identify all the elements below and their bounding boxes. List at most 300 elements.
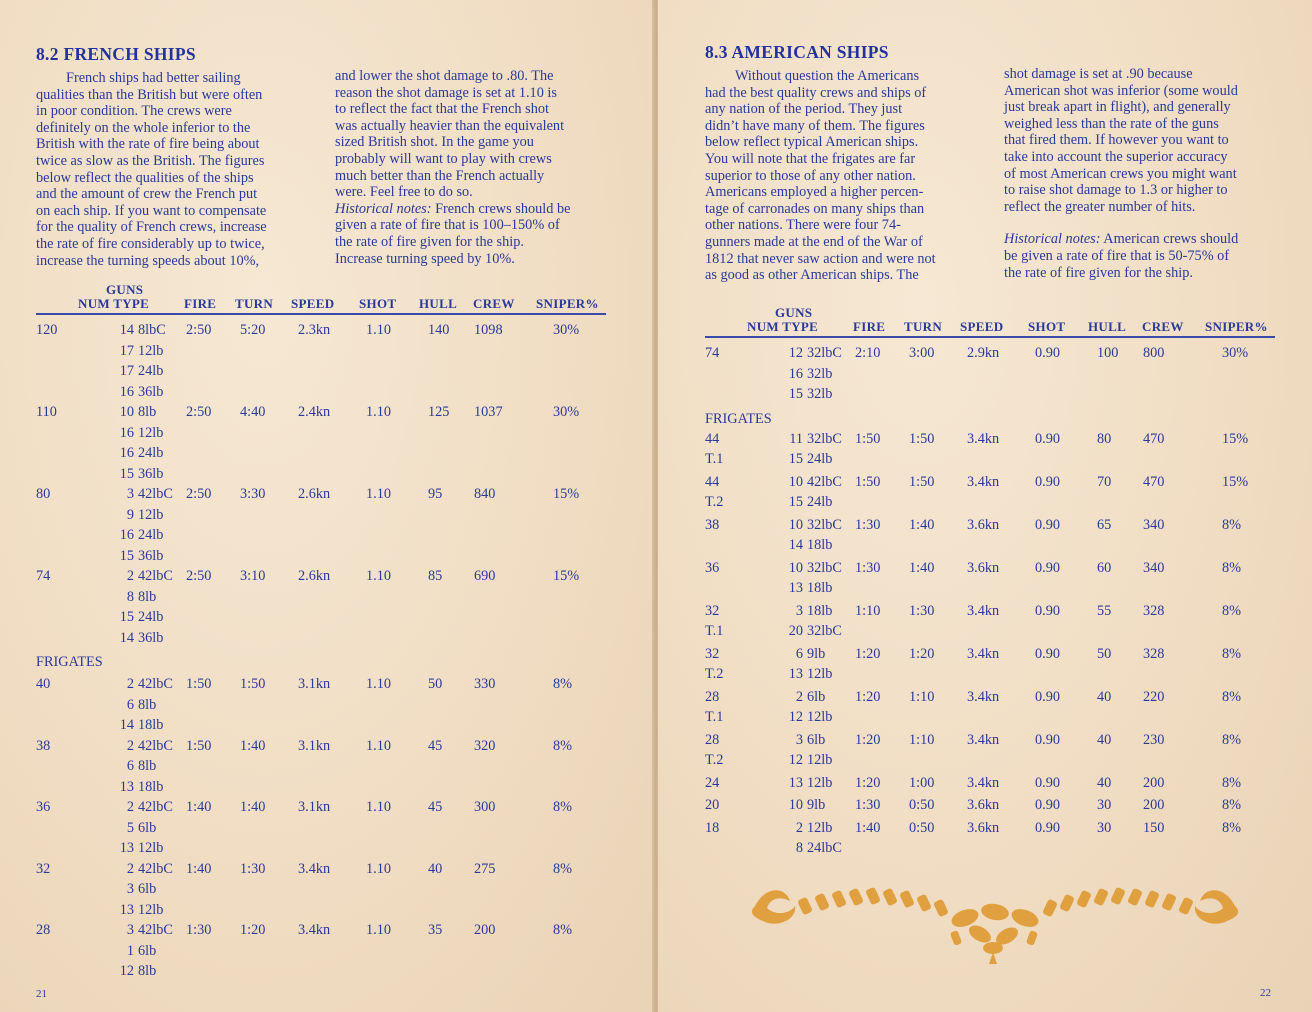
gun-count: 3 (126, 922, 134, 938)
gun-count: 13 (119, 778, 134, 795)
intro-line: below reflect typical American ships. (705, 134, 919, 151)
cell-crew: 200 (1143, 774, 1165, 791)
cell-fire: 2:50 (186, 486, 212, 502)
cell-hull: 40 (1097, 688, 1112, 705)
historical-notes-line (335, 201, 615, 218)
cell-speed: 3.4kn (967, 645, 1000, 662)
cell-hull: 100 (1097, 345, 1119, 361)
cell-sniper: 15% (553, 486, 580, 502)
header-rule (705, 336, 1275, 338)
ship-rate: 32 (705, 602, 720, 619)
cell-hull: 65 (1097, 516, 1112, 533)
historical-notes-line: be given a rate of fire that is 50-75% of (1004, 247, 1230, 264)
cell-speed: 3.1kn (298, 737, 331, 754)
intro-line: shot damage is set at .90 because (1004, 66, 1193, 82)
intro-line: tage of carronades on many ships than (705, 200, 925, 217)
cell-fire: 1:30 (855, 516, 881, 533)
cell-sniper: 8% (553, 737, 573, 754)
table-row (36, 697, 606, 718)
frigates-section (705, 407, 1275, 431)
cell-sniper: 8% (1222, 774, 1242, 791)
cell-sniper: 8% (1222, 819, 1242, 836)
gun-type: 8lb (138, 404, 157, 420)
gun-count: 15 (788, 386, 803, 402)
cell-crew: 300 (474, 799, 496, 815)
cell-speed: 3.4kn (967, 688, 1000, 705)
cell-hull: 85 (428, 568, 443, 584)
gun-type: 42lbC (807, 473, 842, 490)
intro-line: reason the shot damage is set at 1.10 is (335, 84, 557, 101)
cell-hull: 95 (428, 486, 443, 502)
table-row (36, 717, 606, 738)
cell-crew: 1098 (474, 322, 503, 338)
gun-count: 16 (119, 424, 134, 441)
cell-fire: 1:50 (855, 430, 881, 447)
cell-fire: 1:20 (855, 688, 881, 705)
gun-count: 6 (795, 645, 803, 662)
gun-count: 3 (795, 731, 803, 748)
table-row (36, 445, 606, 466)
cell-shot: 0.90 (1035, 345, 1061, 361)
intro-line: the rate of fire considerably up to twice, (36, 235, 265, 252)
cell-speed: 3.4kn (967, 731, 1000, 748)
intro-line: gunners made at the end of the War of (705, 233, 923, 250)
cell-fire: 1:40 (186, 860, 212, 877)
header-guns: GUNS (775, 305, 813, 320)
table-row (705, 580, 1275, 601)
gun-count: 12 (788, 752, 803, 768)
cell-shot: 0.90 (1035, 430, 1061, 447)
gun-type: 42lbC (138, 486, 173, 502)
header-num-type: NUM TYPE (78, 296, 150, 311)
cell-shot: 1.10 (366, 922, 392, 938)
intro-line: You will note that the frigates are far (705, 150, 916, 167)
ship-rate: 120 (36, 322, 58, 338)
table-row (705, 646, 1275, 667)
cell-shot: 1.10 (366, 799, 392, 815)
gun-type: 32lbC (807, 430, 842, 447)
ship-rate: 36 (705, 559, 720, 576)
gun-type: 32lbC (807, 623, 842, 639)
intro-line: superior to those of any other nation. (705, 167, 916, 184)
cell-speed: 3.4kn (298, 922, 331, 938)
cell-crew: 150 (1143, 819, 1165, 836)
gun-type: 32lbC (807, 559, 842, 576)
gun-count: 2 (126, 676, 134, 692)
gun-type: 8lbC (138, 322, 166, 338)
cell-speed: 3.1kn (298, 676, 331, 692)
intro-line: weighed less than the rate of the guns (1004, 115, 1219, 132)
table-row (36, 779, 606, 800)
french-ships-table (36, 282, 606, 984)
cell-shot: 1.10 (366, 737, 392, 754)
page-number-left: 21 (36, 988, 47, 1000)
cell-speed: 3.4kn (298, 860, 331, 877)
header-fire: FIRE (184, 296, 217, 311)
cell-hull: 80 (1097, 430, 1112, 447)
cell-sniper: 15% (553, 568, 580, 584)
cell-speed: 2.3kn (298, 322, 331, 338)
cell-crew: 1037 (474, 404, 503, 420)
header-turn: TURN (235, 296, 274, 311)
cell-turn: 1:20 (240, 922, 266, 938)
table-row (36, 820, 606, 841)
cell-turn: 1:00 (909, 774, 935, 791)
intro-line: Americans employed a higher percen- (705, 184, 924, 201)
gun-count: 13 (119, 901, 134, 918)
intro-line: as good as other American ships. The (705, 267, 919, 284)
gun-count: 10 (788, 797, 803, 813)
ship-rate: 44 (705, 473, 720, 490)
intro-line: and lower the shot damage to .80. The (335, 68, 554, 84)
intro-line: take into account the superior accuracy (1004, 148, 1228, 165)
gun-type: 12lb (138, 506, 164, 523)
table-row (705, 775, 1275, 796)
table-row (705, 451, 1275, 472)
gun-type: 24lb (807, 494, 833, 510)
intro-line: in poor condition. The crews were (36, 103, 232, 120)
cell-speed: 2.4kn (298, 404, 331, 420)
table-row (36, 404, 606, 425)
cell-crew: 330 (474, 676, 496, 692)
header-crew: CREW (473, 296, 515, 311)
gun-count: 17 (119, 363, 134, 379)
gun-count: 13 (119, 840, 134, 856)
historical-notes-line: given a rate of fire that is 100–150% of (335, 217, 560, 234)
gun-count: 2 (126, 860, 134, 877)
intro-line: had the best quality crews and ships of (705, 84, 927, 101)
cell-turn: 1:50 (909, 473, 935, 490)
cell-hull: 55 (1097, 602, 1112, 619)
cell-crew: 470 (1143, 430, 1165, 447)
gun-type: 32lbC (807, 345, 842, 361)
header-hull: HULL (1088, 319, 1127, 334)
cell-fire: 2:50 (186, 568, 212, 584)
gun-count: 15 (119, 547, 134, 564)
gun-count: 15 (119, 465, 134, 482)
cell-shot: 0.90 (1035, 516, 1061, 533)
intro-line: of most American crews you might want (1004, 165, 1237, 182)
ship-variant: T.1 (705, 451, 724, 467)
gun-type: 8lb (138, 758, 157, 774)
table-row (36, 881, 606, 902)
cell-sniper: 8% (553, 799, 573, 815)
cell-crew: 328 (1143, 645, 1165, 662)
cell-turn: 0:50 (909, 819, 935, 836)
section-heading-american: 8.3 AMERICAN SHIPS (705, 42, 889, 62)
intro-line: for the quality of French crews, increase (36, 219, 267, 236)
table-row (36, 963, 606, 984)
cell-sniper: 8% (553, 922, 573, 938)
gun-type: 32lb (807, 365, 833, 382)
ship-rate: 28 (705, 688, 720, 705)
header-turn: TURN (904, 319, 943, 334)
cell-turn: 5:20 (240, 322, 266, 338)
gun-type: 9lb (807, 645, 826, 662)
gun-type: 24lbC (807, 840, 842, 856)
intro-line: qualities than the British but were often (36, 86, 263, 103)
gun-count: 15 (788, 451, 803, 467)
table-row (705, 752, 1275, 773)
cell-crew: 340 (1143, 559, 1165, 576)
cell-turn: 1:30 (240, 860, 266, 877)
table-row (705, 840, 1275, 861)
header-sniper: SNIPER% (536, 296, 599, 311)
table-row (36, 630, 606, 651)
gun-type: 12lb (807, 774, 833, 791)
cell-shot: 0.90 (1035, 473, 1061, 490)
cell-turn: 3:30 (240, 486, 266, 502)
cell-speed: 2.6kn (298, 568, 331, 584)
gun-count: 1 (126, 942, 134, 959)
cell-turn: 1:20 (909, 645, 935, 662)
cell-turn: 4:40 (240, 404, 266, 420)
cell-sniper: 30% (1222, 345, 1249, 361)
cell-turn: 1:40 (240, 799, 266, 815)
cell-hull: 40 (1097, 731, 1112, 748)
cell-crew: 340 (1143, 516, 1165, 533)
historical-notes-text: American crews should (1100, 231, 1239, 248)
cell-fire: 1:20 (855, 731, 881, 748)
header-speed: SPEED (960, 319, 1004, 334)
gun-count: 3 (126, 486, 134, 502)
intro-line: much better than the French actually (335, 167, 545, 184)
gun-type: 24lb (138, 609, 164, 625)
gun-type: 8lb (138, 588, 157, 605)
gun-type: 12lb (138, 342, 164, 359)
gun-count: 2 (795, 819, 803, 836)
ship-rate: 74 (705, 345, 720, 361)
gun-type: 32lbC (807, 516, 842, 533)
ship-variant: T.2 (705, 666, 724, 682)
table-row (705, 537, 1275, 558)
frigates-section (36, 650, 606, 674)
cell-turn: 1:30 (909, 602, 935, 619)
table-row (36, 609, 606, 630)
gun-type: 6lb (138, 942, 157, 959)
table-header (705, 305, 1275, 339)
cell-turn: 1:40 (240, 737, 266, 754)
cell-sniper: 8% (553, 676, 573, 692)
cell-shot: 0.90 (1035, 774, 1061, 791)
american-intro-col2 (1004, 66, 1284, 281)
ship-rate: 18 (705, 819, 720, 836)
gun-type: 18lb (807, 537, 833, 553)
gun-type: 42lbC (138, 676, 173, 692)
frigates-label: FRIGATES (36, 654, 103, 670)
american-ships-table (705, 305, 1275, 863)
cell-sniper: 8% (1222, 645, 1242, 662)
gun-count: 6 (126, 758, 134, 774)
ship-rate: 28 (36, 922, 51, 938)
table-row (36, 589, 606, 610)
gun-type: 42lbC (138, 922, 173, 938)
table-row (705, 474, 1275, 495)
gun-type: 9lb (807, 797, 826, 813)
table-row (36, 902, 606, 923)
cell-fire: 2:10 (855, 345, 881, 361)
intro-line: British with the rate of fire being about (36, 136, 260, 153)
cell-fire: 1:50 (186, 676, 212, 692)
ship-rate: 110 (36, 404, 57, 420)
gun-type: 42lbC (138, 799, 173, 815)
intro-line: any nation of the period. They just (705, 101, 903, 118)
cell-fire: 1:40 (855, 819, 881, 836)
gun-count: 14 (119, 717, 134, 733)
gun-type: 36lb (138, 629, 164, 646)
table-row (36, 943, 606, 964)
historical-notes-label: Historical notes: (1004, 231, 1101, 248)
rope-knot-ornament-icon (745, 876, 1245, 966)
gun-count: 13 (788, 580, 803, 596)
cell-shot: 0.90 (1035, 645, 1061, 662)
gun-count: 11 (789, 430, 803, 447)
gun-type: 12lb (807, 752, 833, 768)
gun-type: 8lb (138, 963, 157, 979)
cell-fire: 1:30 (855, 797, 881, 813)
gun-count: 10 (788, 473, 803, 490)
gun-count: 14 (119, 322, 134, 338)
cell-shot: 1.10 (366, 486, 392, 502)
gun-type: 24lb (138, 527, 164, 543)
historical-notes-text: French crews should be (431, 200, 571, 217)
cell-shot: 1.10 (366, 404, 392, 420)
gun-type: 18lb (138, 717, 164, 733)
cell-turn: 1:40 (909, 516, 935, 533)
french-intro-col2 (335, 68, 615, 267)
header-hull: HULL (419, 296, 458, 311)
cell-hull: 40 (428, 860, 443, 877)
table-row (705, 623, 1275, 644)
cell-hull: 30 (1097, 819, 1112, 836)
cell-sniper: 8% (1222, 559, 1242, 576)
ship-rate: 32 (705, 645, 720, 662)
table-row (705, 820, 1275, 841)
cell-crew: 200 (1143, 797, 1165, 813)
cell-turn: 1:50 (240, 676, 266, 692)
gun-type: 12lb (138, 840, 164, 856)
gun-count: 17 (119, 342, 134, 359)
table-row (36, 527, 606, 548)
intro-line: just break apart in flight), and generally (1004, 99, 1231, 116)
table-row (705, 709, 1275, 730)
header-sniper: SNIPER% (1205, 319, 1268, 334)
cell-shot: 0.90 (1035, 559, 1061, 576)
table-row (705, 603, 1275, 624)
ship-rate: 28 (705, 731, 720, 748)
historical-notes-line (1004, 231, 1284, 248)
cell-sniper: 30% (553, 322, 580, 338)
table-row (36, 676, 606, 697)
historical-notes-label: Historical notes: (335, 200, 432, 217)
intro-line: definitely on the whole inferior to the (36, 119, 251, 136)
cell-crew: 320 (474, 737, 496, 754)
cell-crew: 200 (474, 922, 496, 938)
ship-rate: 74 (36, 568, 51, 584)
header-shot: SHOT (359, 296, 397, 311)
intro-line: didn’t have many of them. The figures (705, 117, 925, 134)
cell-fire: 1:30 (855, 559, 881, 576)
gun-count: 14 (119, 629, 134, 646)
cell-sniper: 8% (1222, 516, 1242, 533)
intro-line: was actually heavier than the equivalent (335, 117, 565, 134)
gun-type: 12lb (807, 819, 833, 836)
intro-line: French ships had better sailing (66, 70, 241, 86)
gun-count: 12 (119, 963, 134, 979)
french-intro-col1 (36, 70, 316, 269)
cell-turn: 1:10 (909, 731, 935, 748)
cell-fire: 2:50 (186, 404, 212, 420)
gun-count: 13 (788, 774, 803, 791)
intro-line: and the amount of crew the French put (36, 186, 258, 203)
cell-shot: 0.90 (1035, 797, 1061, 813)
table-row (36, 425, 606, 446)
header-rule (36, 313, 606, 315)
intro-line: twice as slow as the British. The figures (36, 152, 265, 169)
cell-hull: 140 (428, 322, 450, 338)
ship-rate: 32 (36, 860, 51, 877)
intro-line: below reflect the qualities of the ships (36, 169, 254, 186)
cell-shot: 0.90 (1035, 602, 1061, 619)
gun-type: 18lb (807, 602, 833, 619)
table-row (36, 507, 606, 528)
header-shot: SHOT (1028, 319, 1066, 334)
gun-count: 6 (126, 696, 134, 713)
table-header (36, 282, 606, 316)
historical-notes-line: the rate of fire given for the ship. (1004, 264, 1193, 281)
table-row (705, 517, 1275, 538)
cell-shot: 0.90 (1035, 819, 1061, 836)
table-row (705, 494, 1275, 515)
table-row (36, 840, 606, 861)
page-left (0, 0, 654, 1012)
page-number-right: 22 (1260, 987, 1271, 999)
cell-hull: 50 (428, 676, 443, 692)
gun-count: 15 (788, 494, 803, 510)
gun-type: 42lbC (138, 737, 173, 754)
intro-line: reflect the greater number of hits. (1004, 198, 1196, 215)
table-row (705, 689, 1275, 710)
ship-rate: 44 (705, 430, 720, 447)
intro-line: sized British shot. In the game you (335, 134, 534, 151)
table-row (36, 861, 606, 882)
header-num-type: NUM TYPE (747, 319, 819, 334)
historical-notes-line: the rate of fire given for the ship. (335, 233, 524, 250)
cell-turn: 1:10 (909, 688, 935, 705)
gun-count: 8 (126, 588, 134, 605)
cell-sniper: 8% (1222, 731, 1242, 748)
gun-count: 3 (126, 881, 134, 897)
cell-fire: 1:50 (855, 473, 881, 490)
cell-fire: 1:50 (186, 737, 212, 754)
intro-line: other nations. There were four 74- (705, 217, 901, 234)
gun-type: 12lb (138, 901, 164, 918)
gun-type: 6lb (138, 819, 157, 836)
gun-type: 12lb (138, 424, 164, 441)
table-row (36, 486, 606, 507)
cell-crew: 840 (474, 486, 496, 502)
gun-count: 13 (788, 666, 803, 682)
paragraph-gap (1004, 215, 1284, 231)
gun-type: 12lb (807, 666, 833, 682)
cell-hull: 125 (428, 404, 450, 420)
cell-fire: 1:20 (855, 645, 881, 662)
cell-speed: 3.6kn (967, 516, 1000, 533)
cell-hull: 45 (428, 799, 443, 815)
cell-turn: 0:50 (909, 797, 935, 813)
table-row (36, 343, 606, 364)
ship-rate: 80 (36, 486, 51, 502)
